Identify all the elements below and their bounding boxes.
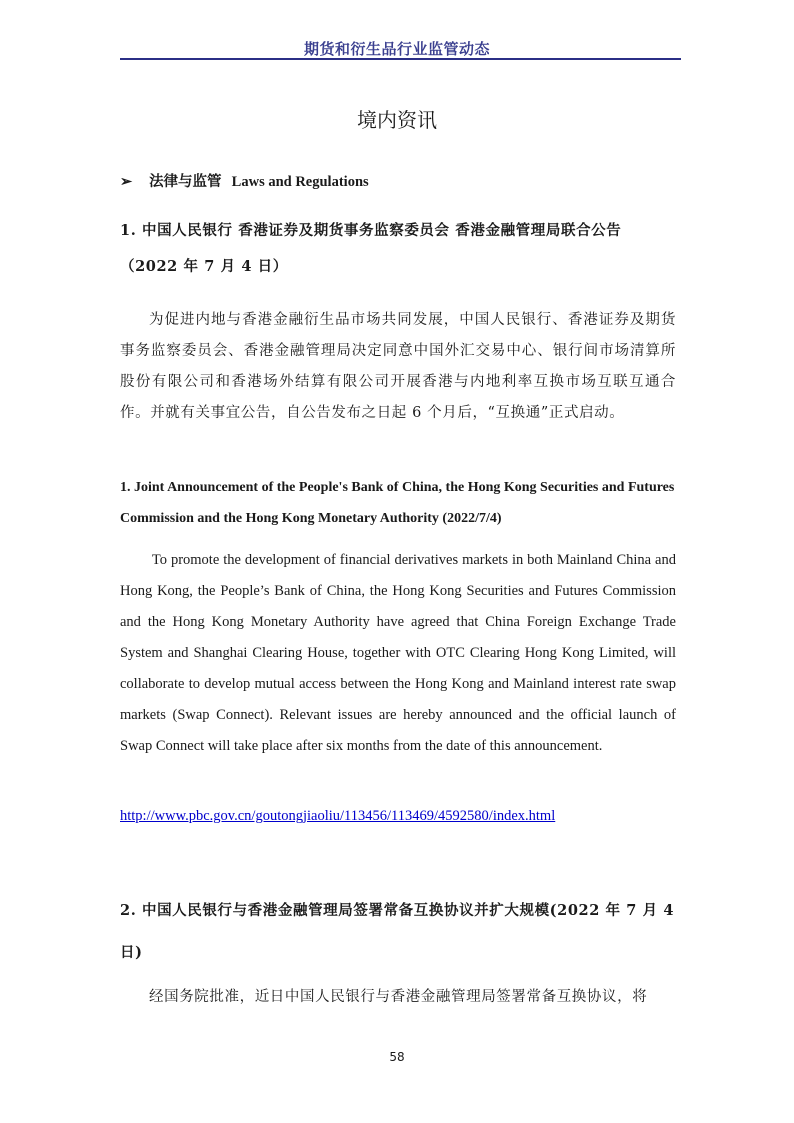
item1-body-en: To promote the development of financial derivatives markets in both Mainland China and Hong Kong, the People’s Bank of China, the Hong Kong Securities and Futures Commission and the Hong Kong Monetary Authority have agreed that China Foreign Exchange Trade System and Shanghai Clearing House, together with OTC Clearing Hong Kong Limited, will collaborate to develop mutual access between the Hong Kong and Mainland interest rate swap markets (Swap Connect). Relevant issues are hereby announced and the official launch of Swap Connect will take place after six months from the date of this announcement. xyxy=(120,552,676,754)
section-title: 境内资讯 xyxy=(357,108,437,132)
item2-title-zh-line1: 2. 中国人民银行与香港金融管理局签署常备互换协议并扩大规模(2022 年 7 月 4 xyxy=(120,902,675,919)
page-header-title: 期货和衍生品行业监管动态 xyxy=(303,40,490,58)
category-label-en: Laws and Regulations xyxy=(231,174,369,190)
item1-title-en: 1. Joint Announcement of the People's Bank of China, the Hong Kong Securities and Futures Commission and the Hong Kong Monetary Authority (2022/7/4) xyxy=(120,480,675,526)
category-heading xyxy=(120,170,369,191)
item2-title-zh-line2: 日) xyxy=(120,944,143,961)
category-label-zh: 法律与监管 xyxy=(149,173,222,190)
item1-title-zh-line2: （2022 年 7 月 4 日） xyxy=(120,258,288,275)
item1-body-zh: 为促进内地与香港金融衍生品市场共同发展，中国人民银行、香港证券及期货事务监察委员会、香港金融管理局决定同意中国外汇交易中心、银行间市场清算所股份有限公司和香港场外结算有限公司开展香港与内地利率互换市场互联互通合作。并就有关事宜公告，自公告发布之日起 6 个月后，“互换通”正式启动。 xyxy=(120,312,676,421)
item1-source-link[interactable]: http://www.pbc.gov.cn/goutongjiaoliu/113456/113469/4592580/index.html xyxy=(120,808,556,824)
item1-title-zh xyxy=(120,213,676,285)
item2-body-zh: 经国务院批准，近日中国人民银行与香港金融管理局签署常备互换协议，将 xyxy=(149,989,648,1005)
arrow-bullet-icon: ➢ xyxy=(120,173,133,190)
page-number: 58 xyxy=(389,1050,405,1064)
item1-title-zh-line1: 1. 中国人民银行 香港证券及期货事务监察委员会 香港金融管理局联合公告 xyxy=(120,222,622,239)
header-rule xyxy=(120,58,681,60)
item2-title-zh xyxy=(120,890,676,974)
